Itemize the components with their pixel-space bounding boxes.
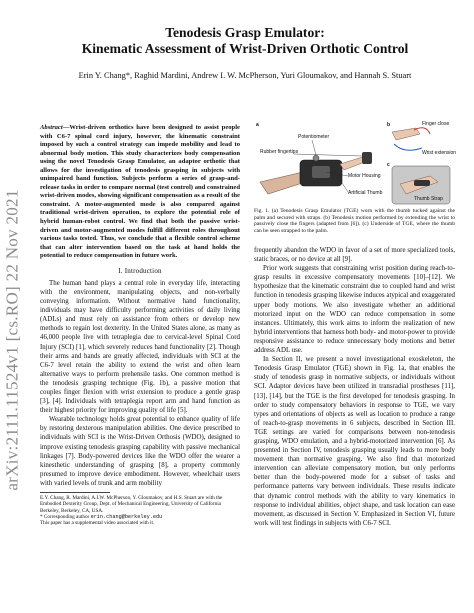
- footnote-corresponding-author: * Corresponding author erin.chang@berkeley.edu: [40, 513, 163, 520]
- motor-housing-shape: [312, 166, 330, 178]
- right-paragraph-outline: In Section II, we present a novel investigational exoskeleton, the Tenodesis Grasp Emulator (TGE) shown in Fig. 1a, that enables the study of tenodesis grasp in normative subjects, or individuals without SCI. Adaptor devices have been utilized in transradial prostheses [11], [13], [14], but the TGE is the first developed for tenodesis grasping. In order to study compensatory behaviors in response to TGE, we vary types and orientations of objects as well as location to produce a range of reach-to-grasp movements in 6 subjects, described in Section III. TGE settings are varied for comparisons between non-tenodesis grasping, WDO emulation, and a hybrid-motorized intervention [6]. As presented in Section IV, tenodesis grasping usually leads to more body movement than normative grasping. We also find that motorized intervention can alleviate compensatory motion, but only performs better than the body-powered mode for a subset of tasks and performance patterns vary between individuals. These results indicate that dynamic control methods with the ability to vary kinematics in response to individual abilities, object shape, and task location can ease movement, as discussed in Section V. Emphasized in Section VI, future work will test findings in subjects with C6-7 SCI.: [254, 356, 455, 527]
- leader-line-potentiometer: [312, 140, 316, 155]
- figure-1-caption: Fig. 1. (a) Tenodesis Grasp Emulator (TGE) worn with the thumb tucked against the palm and secured with straps. (b) Tenodesis motion performed by extending the wrist to passively close the fingers (adapted from [6]). (c) Underside of TGE, where the thumb can be seen strapped to the palm.: [254, 208, 455, 235]
- right-paragraph-continuation: frequently abandon the WDO in favor of a set of more specialized tools, static braces, or no device at all [9].: [254, 247, 455, 264]
- author-list: Erin Y. Chang*, Raghid Mardini, Andrew I. W. McPherson, Yuri Gloumakov, and Hannah S. Stuart: [78, 71, 412, 80]
- abstract-label: Abstract: [40, 124, 63, 131]
- panel-label-a: a: [256, 122, 259, 128]
- label-artificial-thumb: Artificial Thumb: [348, 190, 383, 196]
- label-motor-housing: Motor Housing: [348, 173, 381, 179]
- right-column: [254, 246, 455, 528]
- footnote-divider: [40, 492, 110, 493]
- rubber-fingertip-shape: [362, 152, 372, 164]
- label-thumb-strap: Thumb Strap: [414, 196, 443, 202]
- leader-line-fingertips: [294, 154, 362, 156]
- label-potentiometer: Potentiometer: [298, 134, 330, 140]
- paper-title-line-2: Kinematic Assessment of Wrist-Driven Orthotic Control: [81, 41, 409, 56]
- figure-1: [254, 120, 455, 210]
- panel-label-b: b: [387, 122, 391, 128]
- label-finger-close: Finger close: [422, 121, 450, 127]
- footnote-affiliation: E.Y. Chang, R. Mardini, A.I.W. McPherson, Y. Gloumakov, and H.S. Stuart are with the Embodied Dexterity Group, Dept. of Mechanical Engineering, University of California Berkeley, Berkeley, CA, USA.: [40, 495, 223, 514]
- leader-line-thumb: [340, 180, 348, 192]
- intro-paragraph-2: Wearable technology holds great potential to enhance quality of life by restoring dexterous manipulation abilities. One device prescribed to individuals with SCI is the Wrist-Driven Orthosis (WDO), designed to improve existing tenodesis grasping capability with passive mechanical linkages [7]. Body-powered devices like the WDO offer the wearer a kinesthetic understanding of grasping [8], a property commonly presumed to improve device embodiment. However, wheelchair users with varied levels of trunk and arm mobility: [40, 416, 240, 487]
- abstract: Abstract—Wrist-driven orthotics have been designed to assist people with C6-7 spinal cord injury, however, the kinematic constraint imposed by such a control strategy can impede mobility and lead to abnormal body motion. This study characterizes body compensation using the novel Tenodesis Grasp Emulator, an adaptor orthotic that allows for the investigation of tenodesis grasping in subjects with unimpaired hand function. Subjects perform a series of grasp-and-release tasks in order to compare normal (test control) and constrained wrist-driven modes, showing significant compensation as a result of the constraint. A motor-augmented mode is also compared against traditional wrist-driven operation, to explore the potential role of hybrid human-robot control. We find that both the passive wrist-driven and motor-augmented modes fulfill different roles throughout various tasks tested. Thus, we conclude that a flexible control scheme that can alter intervention based on the task at hand holds the potential to reduce compensation in future work.: [40, 124, 240, 260]
- paper-header: [30, 25, 460, 80]
- thumb-strap-shape: [414, 180, 430, 186]
- footnote-video: This paper has a supplemental video associated with it.: [40, 520, 155, 527]
- potentiometer-shape: [313, 155, 319, 161]
- section-heading-introduction: I. Introduction: [118, 266, 162, 275]
- right-paragraph-prior-work: Prior work suggests that constraining wrist position during reach-to-grasp results in excessive compensatory movements [10]–[12]. We hypothesize that the kinematic constraint due to coupled hand and wrist function in tenodesis grasping likewise induces atypical and exaggerated upper body motions. We also investigate whether an additional motorized input on the WDO can reduce compensation in some instances. Ultimately, this work aims to inform the realization of new hybrid interventions that harness both body- and motor-power to provide responsive assistance to reduce unnecessary body motions and better address ADL use.: [254, 265, 455, 355]
- corresponding-email[interactable]: erin.chang@berkeley.edu: [90, 513, 163, 520]
- left-column: [40, 124, 240, 526]
- panel-label-c: c: [387, 162, 390, 168]
- paper-title-line-1: Tenodesis Grasp Emulator:: [165, 25, 325, 40]
- label-wrist-extension: Wrist extension: [422, 150, 457, 156]
- abstract-text: Wrist-driven orthotics have been designed to assist people with C6-7 spinal cord injury, however, the kinematic constraint imposed by such a control strategy can impede mobility and lead to abnormal body motion. This study characterizes body compensation using the novel Tenodesis Grasp Emulator, an adaptor orthotic that allows for the investigation of tenodesis grasping in subjects with unimpaired hand function. Subjects perform a series of grasp-and-release tasks in order to compare normal (test control) and constrained wrist-driven modes, showing significant compensation as a result of the constraint. A motor-augmented mode is also compared against traditional wrist-driven operation, to explore the potential role of hybrid human-robot control. We find that both the passive wrist-driven and motor-augmented modes fulfill different roles throughout various tasks tested. Thus, we conclude that a flexible control scheme that can alter intervention based on the task at hand holds the potential to reduce compensation in future work.: [40, 124, 240, 260]
- intro-paragraph-1: The human hand plays a central role in everyday life, interacting with the environment, manipulating objects, and non-verbally conveying information. Without normative hand functionality, individuals may have difficulty performing activities of daily living (ADLs) and must rely on assistance from others or develop new methods to regain lost dexterity. In the United States alone, as many as 46,000 people live with tetraplegia due to cervical-level Spinal Cord Injury (SCI) [1], which severely reduces hand functionality [2]. Though their arms and hands are greatly affected, individuals with SCI at the C6-7 level retain the ability to extend the wrist and often learn alternative ways to perform prehensile tasks. One common method is the tenodesis grasping technique (Fig. 1b), a passive motion that couples finger flexion with wrist extension to produce a gentle grasp [3], [4]. Individuals with tetraplegia report arm and hand function as their highest priority for improving quality of life [5].: [40, 279, 240, 415]
- arxiv-identifier: arXiv:2111.11524v1 [cs.RO] 22 Nov 2021: [3, 189, 23, 491]
- label-rubber-fingertips: Rubber fingertips: [260, 149, 299, 155]
- hand-open-shape: [392, 128, 420, 140]
- wrist-extension-arrow: [394, 144, 422, 150]
